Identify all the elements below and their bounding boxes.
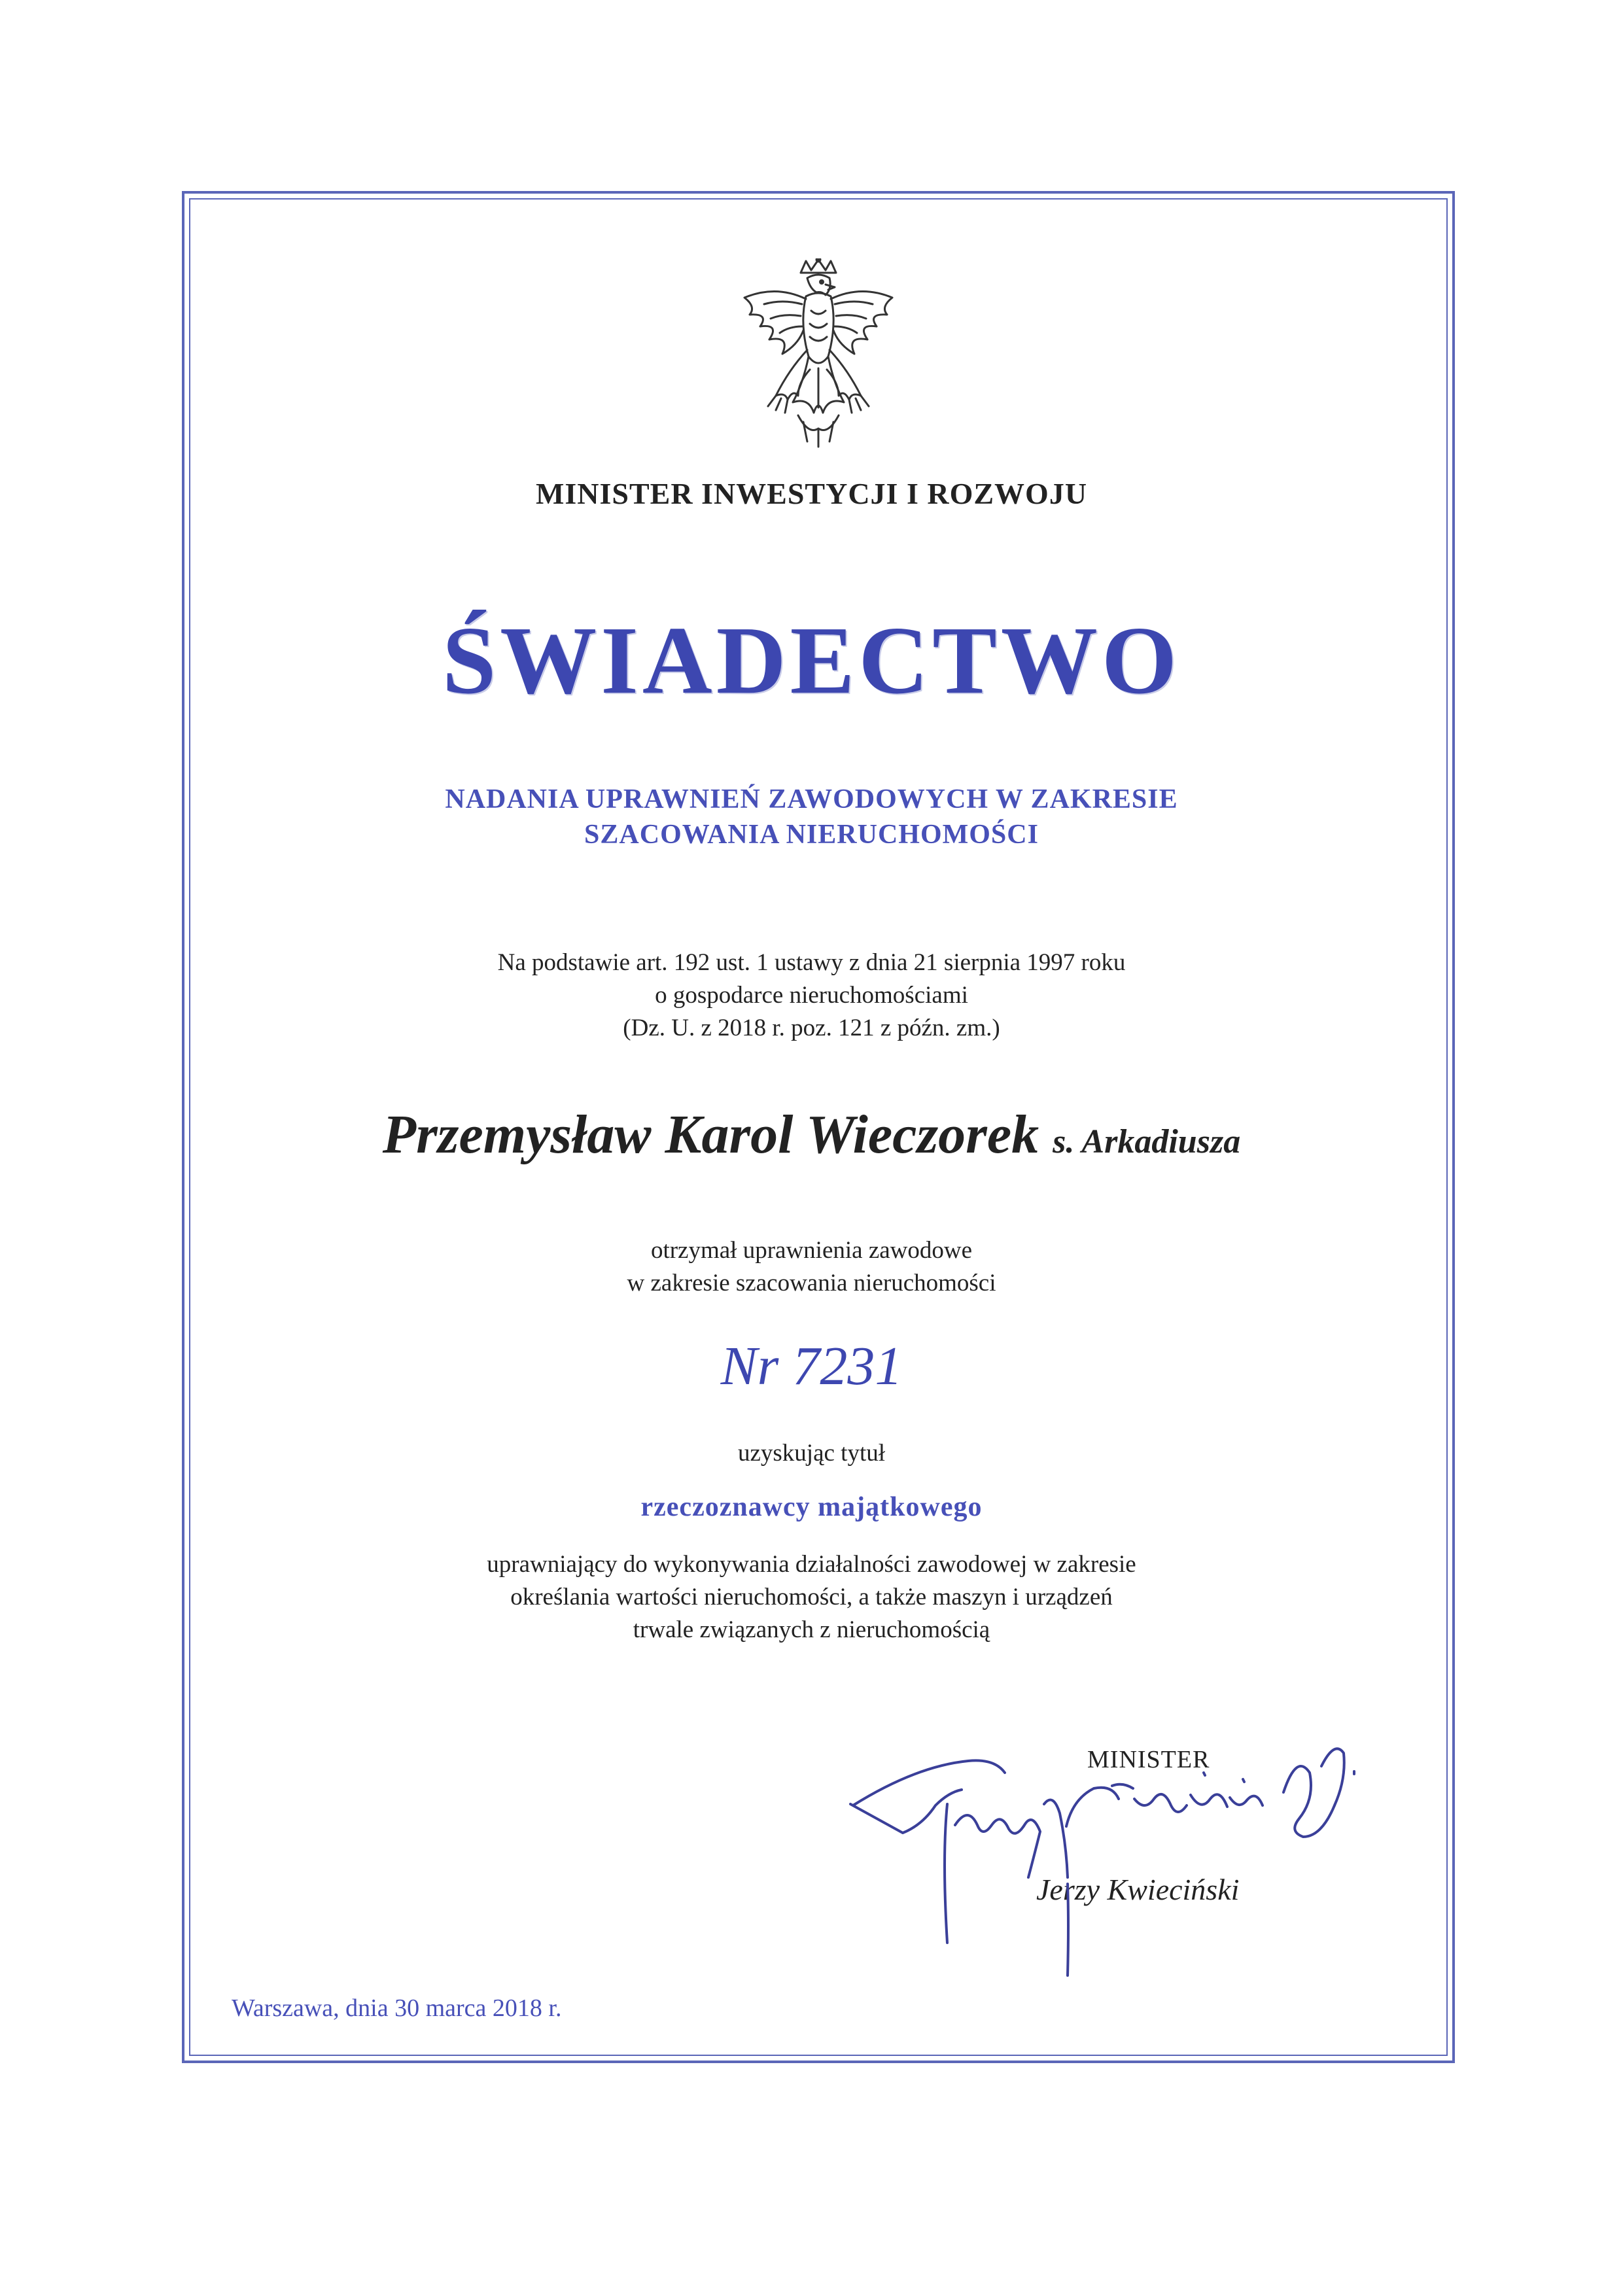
signatory-role: MINISTER xyxy=(1087,1746,1210,1773)
handwritten-signature-icon xyxy=(837,1727,1400,2008)
scope-line-1: uprawniający do wykonywania działalności zawodowej w zakresie xyxy=(487,1551,1136,1578)
holder-name-line xyxy=(0,1103,1623,1166)
legal-basis-line-2: o gospodarce nieruchomościami xyxy=(655,982,968,1009)
holder-parent: s. Arkadiusza xyxy=(1053,1123,1241,1160)
place-and-date: Warszawa, dnia 30 marca 2018 r. xyxy=(232,1994,562,2022)
profession-title: rzeczoznawcy majątkowego xyxy=(640,1492,983,1522)
scope-line-2: określania wartości nieruchomości, a także maszyn i urządzeń xyxy=(510,1584,1113,1610)
legal-basis-line-3: (Dz. U. z 2018 r. poz. 121 z późn. zm.) xyxy=(623,1015,1000,1041)
ministry-heading: MINISTER INWESTYCJI I ROZWOJU xyxy=(535,477,1088,510)
certificate-subtitle-line-1: NADANIA UPRAWNIEŃ ZAWODOWYCH W ZAKRESIE xyxy=(445,784,1178,814)
legal-basis-line-1: Na podstawie art. 192 ust. 1 ustawy z dnia 21 sierpnia 1997 roku xyxy=(497,949,1126,976)
signatory-name: Jerzy Kwieciński xyxy=(1036,1873,1240,1906)
certificate-title: ŚWIADECTWO xyxy=(442,607,1181,714)
holder-name: Przemysław Karol Wieczorek xyxy=(382,1104,1039,1165)
certificate-subtitle-line-2: SZACOWANIA NIERUCHOMOŚCI xyxy=(584,820,1039,850)
gaining-title-text: uzyskując tytuł xyxy=(737,1440,886,1467)
scope-line-3: trwale związanych z nieruchomością xyxy=(633,1616,990,1643)
certificate-number: Nr 7231 xyxy=(720,1336,903,1397)
received-line-2: w zakresie szacowania nieruchomości xyxy=(627,1270,996,1296)
received-line-1: otrzymał uprawnienia zawodowe xyxy=(650,1237,973,1264)
polish-eagle-emblem-icon xyxy=(730,258,907,448)
